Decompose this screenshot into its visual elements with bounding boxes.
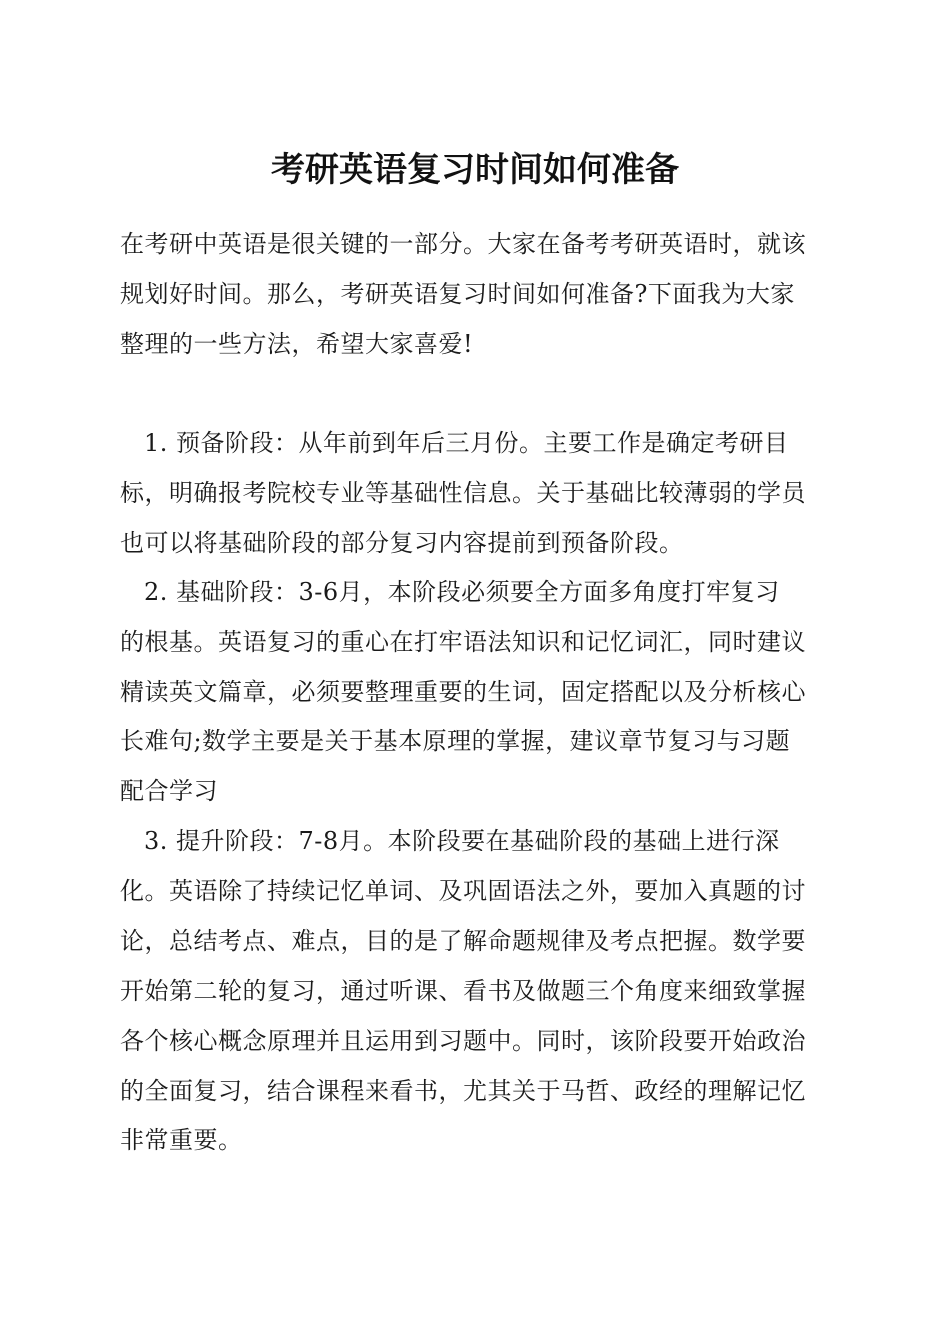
- item3-line: 论，总结考点、难点，目的是了解命题规律及考点把握。数学要: [120, 927, 806, 955]
- item3-line: 开始第二轮的复习，通过听课、看书及做题三个角度来细致掌握: [120, 977, 806, 1005]
- item1-line: 也可以将基础阶段的部分复习内容提前到预备阶段。: [120, 529, 684, 557]
- item3-line: 化。英语除了持续记忆单词、及巩固语法之外，要加入真题的讨: [120, 877, 806, 905]
- item3-line: 各个核心概念原理并且运用到习题中。同时，该阶段要开始政治: [120, 1027, 806, 1055]
- item2-line: 长难句;数学主要是关于基本原理的掌握，建议章节复习与习题: [120, 727, 791, 755]
- intro-line: 整理的一些方法，希望大家喜爱!: [120, 330, 474, 358]
- intro-line: 规划好时间。那么，考研英语复习时间如何准备?下面我为大家: [120, 280, 795, 308]
- intro-line: 在考研中英语是很关键的一部分。大家在备考考研英语时，就该: [120, 230, 806, 258]
- item1-line: 标，明确报考院校专业等基础性信息。关于基础比较薄弱的学员: [120, 479, 806, 507]
- item2-line: 精读英文篇章，必须要整理重要的生词，固定搭配以及分析核心: [120, 678, 806, 706]
- item3-line: 非常重要。: [120, 1126, 243, 1154]
- item3-line: 3. 提升阶段：7-8月。本阶段要在基础阶段的基础上进行深: [144, 827, 780, 855]
- item1-line: 1. 预备阶段：从年前到年后三月份。主要工作是确定考研目: [144, 429, 789, 457]
- item2-line: 2. 基础阶段：3-6月，本阶段必须要全方面多角度打牢复习: [144, 578, 780, 606]
- item2-line: 配合学习: [120, 777, 218, 805]
- document-title: 考研英语复习时间如何准备: [271, 150, 679, 190]
- item3-line: 的全面复习，结合课程来看书，尤其关于马哲、政经的理解记忆: [120, 1077, 806, 1105]
- item2-line: 的根基。英语复习的重心在打牢语法知识和记忆词汇，同时建议: [120, 628, 806, 656]
